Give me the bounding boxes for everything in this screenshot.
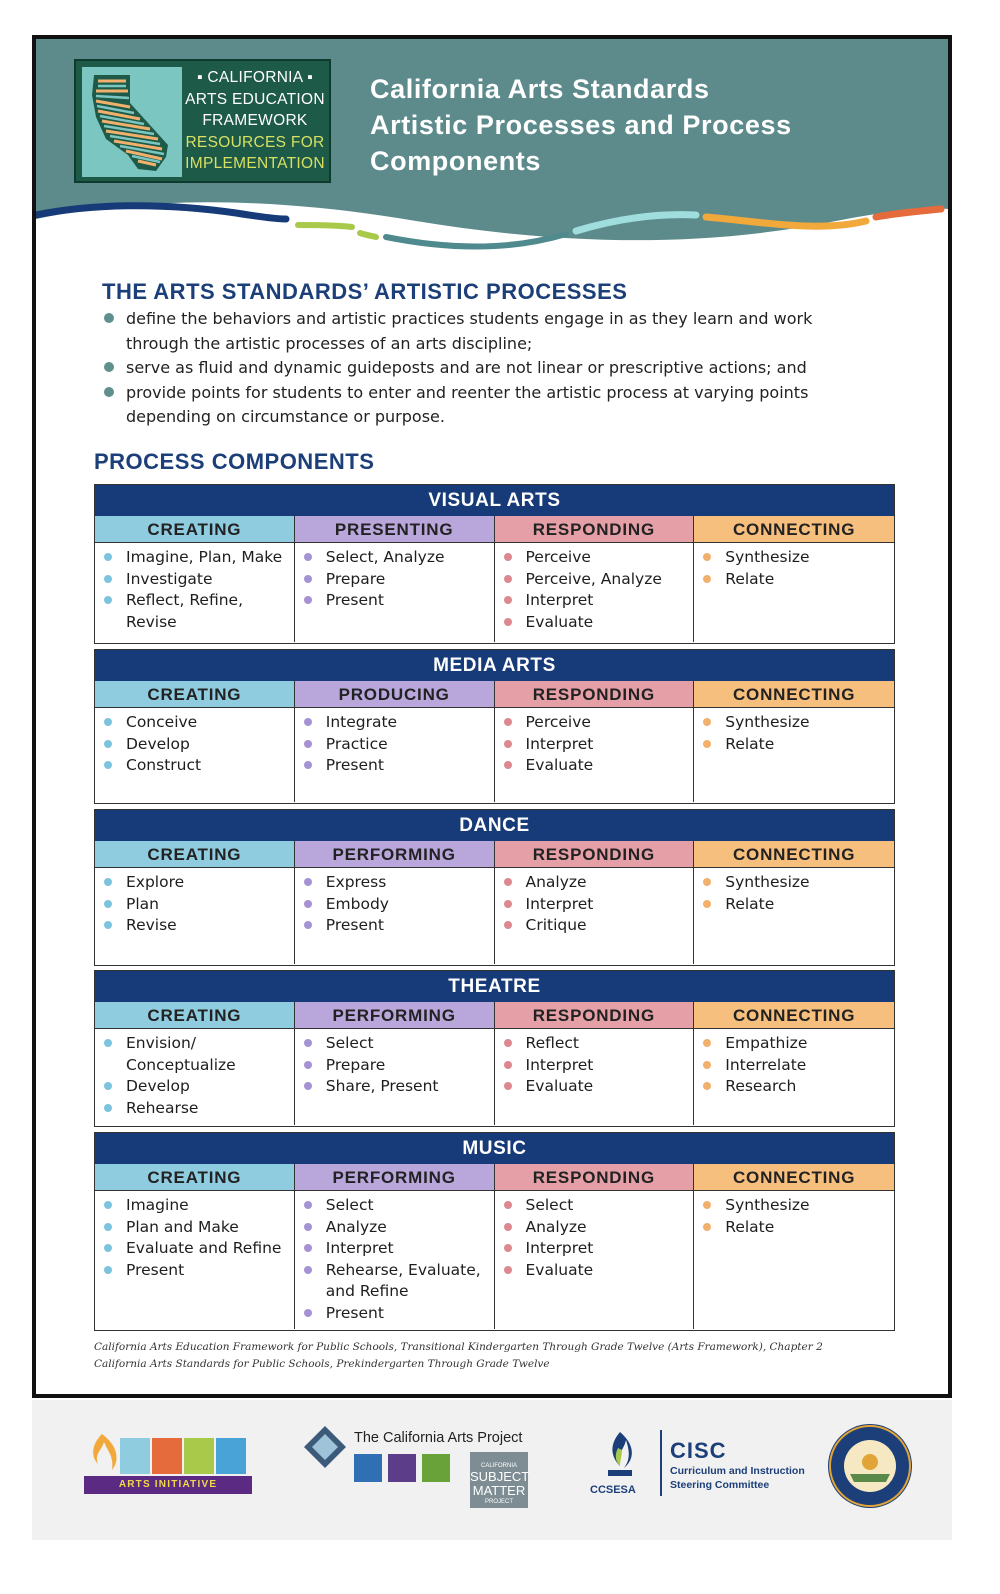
process-component-item: Perceive, Analyze bbox=[501, 569, 688, 591]
process-column-heading: RESPONDING bbox=[495, 516, 694, 543]
discipline-table bbox=[94, 649, 895, 804]
subject-matter-project-logo bbox=[470, 1452, 528, 1508]
logo-text bbox=[184, 67, 326, 175]
process-component-item: Empathize bbox=[700, 1033, 888, 1055]
discipline-title: MUSIC bbox=[95, 1133, 894, 1164]
process-column-heading: RESPONDING bbox=[495, 1002, 694, 1029]
logo-line: ▪ CALIFORNIA ▪ bbox=[197, 69, 313, 86]
source-citations bbox=[94, 1339, 914, 1373]
processes-heading: THE ARTS STANDARDS’ ARTISTIC PROCESSES bbox=[102, 279, 628, 304]
discipline-title: THEATRE bbox=[95, 971, 894, 1002]
discipline-title: VISUAL ARTS bbox=[95, 485, 894, 516]
process-column-heading: RESPONDING bbox=[495, 1164, 694, 1191]
process-component-item: Practice bbox=[301, 734, 488, 756]
process-component-item: Prepare bbox=[301, 1055, 488, 1077]
sm-line: SUBJECT bbox=[470, 1469, 530, 1484]
ccsesa-wordmark: CCSESA bbox=[590, 1484, 636, 1496]
logo-line: FRAMEWORK bbox=[202, 112, 308, 129]
process-component-item: Evaluate bbox=[501, 755, 688, 777]
diamond-emblem-icon bbox=[302, 1424, 348, 1470]
process-column bbox=[295, 516, 495, 642]
processes-bullet-list bbox=[102, 307, 862, 430]
process-column bbox=[495, 1164, 695, 1329]
process-column-heading: PERFORMING bbox=[295, 841, 494, 868]
process-component-item: Analyze bbox=[501, 872, 688, 894]
process-component-list bbox=[694, 868, 894, 921]
process-component-item: Develop bbox=[101, 1076, 288, 1098]
process-column bbox=[694, 1002, 894, 1125]
arts-discipline-icon bbox=[354, 1454, 382, 1482]
process-component-item: Embody bbox=[301, 894, 488, 916]
process-component-item: Express bbox=[301, 872, 488, 894]
process-component-item: Interpret bbox=[501, 894, 688, 916]
process-column bbox=[694, 841, 894, 964]
cisc-subtitle: Curriculum and Instruction bbox=[670, 1465, 805, 1477]
process-component-item: Prepare bbox=[301, 569, 488, 591]
process-component-item: Select bbox=[501, 1195, 688, 1217]
process-component-item: Present bbox=[301, 590, 488, 612]
process-column bbox=[694, 516, 894, 642]
process-component-item: Synthesize bbox=[700, 872, 888, 894]
process-column bbox=[495, 1002, 695, 1125]
process-component-list bbox=[95, 868, 294, 943]
process-component-item: Present bbox=[101, 1260, 288, 1282]
process-component-item: Interpret bbox=[501, 590, 688, 612]
process-component-item: Construct bbox=[101, 755, 288, 777]
process-column-heading: PERFORMING bbox=[295, 1002, 494, 1029]
process-column bbox=[95, 1002, 295, 1125]
process-component-item: Research bbox=[700, 1076, 888, 1098]
process-component-item: Interpret bbox=[501, 1055, 688, 1077]
decorative-waves bbox=[36, 189, 948, 284]
process-component-list bbox=[495, 1029, 694, 1104]
ccsesa-arts-initiative-logo bbox=[84, 1430, 254, 1496]
process-component-item: Imagine, Plan, Make bbox=[101, 547, 288, 569]
logo-line: ARTS EDUCATION bbox=[185, 90, 325, 108]
arts-initiative-band: ARTS INITIATIVE bbox=[84, 1476, 252, 1494]
process-column-heading: CONNECTING bbox=[694, 516, 894, 543]
process-component-list bbox=[95, 1029, 294, 1125]
process-component-item: Perceive bbox=[501, 712, 688, 734]
process-component-item: Interpret bbox=[501, 734, 688, 756]
process-component-item: Synthesize bbox=[700, 1195, 888, 1217]
color-square bbox=[216, 1438, 246, 1474]
source-line: California Arts Education Framework for Public Schools, Transitional Kindergarten Through Grade Twelve (Arts Framework), Chapter 2 bbox=[94, 1341, 823, 1353]
process-column bbox=[495, 841, 695, 964]
process-component-item: Reflect bbox=[501, 1033, 688, 1055]
process-component-list bbox=[295, 868, 494, 943]
cisc-subtitle: Steering Committee bbox=[670, 1479, 770, 1491]
process-component-item: Interpret bbox=[301, 1238, 488, 1260]
process-component-list bbox=[694, 543, 894, 596]
process-component-item: Select bbox=[301, 1033, 488, 1055]
logo-divider bbox=[660, 1430, 662, 1496]
components-heading: PROCESS COMPONENTS bbox=[94, 449, 375, 474]
process-column-heading: CREATING bbox=[95, 516, 294, 543]
process-component-item: Evaluate bbox=[501, 612, 688, 634]
process-component-item: Relate bbox=[700, 569, 888, 591]
sm-line: MATTER bbox=[472, 1483, 526, 1498]
arts-discipline-icon bbox=[422, 1454, 450, 1482]
logo-line-highlight: IMPLEMENTATION bbox=[185, 155, 325, 172]
process-column-heading: PERFORMING bbox=[295, 1164, 494, 1191]
ccsesa-logo bbox=[590, 1428, 660, 1502]
process-component-item: Evaluate bbox=[501, 1076, 688, 1098]
process-column bbox=[495, 681, 695, 802]
process-component-item: Select, Analyze bbox=[301, 547, 488, 569]
process-column bbox=[295, 841, 495, 964]
process-column-heading: PRESENTING bbox=[295, 516, 494, 543]
process-column bbox=[694, 681, 894, 802]
process-component-item: Relate bbox=[700, 734, 888, 756]
flame-icon bbox=[84, 1430, 124, 1476]
process-component-list bbox=[694, 1191, 894, 1244]
process-component-item: Investigate bbox=[101, 569, 288, 591]
process-component-item: Relate bbox=[700, 894, 888, 916]
process-column-heading: CONNECTING bbox=[694, 1002, 894, 1029]
process-component-item: Synthesize bbox=[700, 712, 888, 734]
process-component-item: Plan bbox=[101, 894, 288, 916]
color-square bbox=[184, 1438, 214, 1474]
color-square bbox=[152, 1438, 182, 1474]
title-line: California Arts Standards bbox=[370, 74, 710, 104]
process-component-item: Integrate bbox=[301, 712, 488, 734]
process-component-item: Synthesize bbox=[700, 547, 888, 569]
cap-title: The California Arts Project bbox=[354, 1430, 523, 1446]
process-column-heading: CREATING bbox=[95, 841, 294, 868]
processes-bullet: provide points for students to enter and reenter the artistic process at varying points depending on circumstance or purpose. bbox=[102, 381, 862, 430]
poster-frame bbox=[32, 35, 952, 1398]
cisc-wordmark: CISC bbox=[670, 1438, 727, 1463]
source-line: California Arts Standards for Public Schools, Prekindergarten Through Grade Twelve bbox=[94, 1358, 550, 1370]
process-component-list bbox=[495, 543, 694, 639]
process-column-heading: CREATING bbox=[95, 1002, 294, 1029]
process-column-heading: CREATING bbox=[95, 681, 294, 708]
process-component-item: Select bbox=[301, 1195, 488, 1217]
arts-discipline-icon bbox=[388, 1454, 416, 1482]
processes-bullet: serve as fluid and dynamic guideposts and are not linear or prescriptive actions; and bbox=[102, 356, 862, 381]
process-column-heading: PRODUCING bbox=[295, 681, 494, 708]
process-component-item: Rehearse bbox=[101, 1098, 288, 1120]
california-map-icon bbox=[82, 67, 182, 177]
process-component-list bbox=[495, 868, 694, 943]
discipline-table bbox=[94, 809, 895, 966]
process-component-item: Relate bbox=[700, 1217, 888, 1239]
process-component-item: Reflect, Refine, Revise bbox=[101, 590, 288, 633]
process-column bbox=[495, 516, 695, 642]
process-component-item: Explore bbox=[101, 872, 288, 894]
process-component-item: Present bbox=[301, 755, 488, 777]
process-component-item: Plan and Make bbox=[101, 1217, 288, 1239]
process-column-heading: CONNECTING bbox=[694, 1164, 894, 1191]
process-column bbox=[95, 841, 295, 964]
page-title bbox=[370, 71, 930, 179]
process-column bbox=[295, 681, 495, 802]
process-component-item: Analyze bbox=[501, 1217, 688, 1239]
process-component-item: Develop bbox=[101, 734, 288, 756]
process-column bbox=[95, 1164, 295, 1329]
process-component-item: Present bbox=[301, 915, 488, 937]
process-column bbox=[95, 516, 295, 642]
process-component-item: Present bbox=[301, 1303, 488, 1325]
process-component-item: Revise bbox=[101, 915, 288, 937]
process-component-item: Evaluate and Refine bbox=[101, 1238, 288, 1260]
discipline-title: MEDIA ARTS bbox=[95, 650, 894, 681]
process-component-item: Envision/ Conceptualize bbox=[101, 1033, 288, 1076]
california-arts-project-logo bbox=[302, 1422, 532, 1512]
process-component-list bbox=[295, 1029, 494, 1104]
process-component-list bbox=[495, 1191, 694, 1287]
process-component-list bbox=[95, 708, 294, 783]
process-column-heading: CONNECTING bbox=[694, 841, 894, 868]
process-component-item: Rehearse, Evaluate, and Refine bbox=[301, 1260, 488, 1303]
process-component-list bbox=[495, 708, 694, 783]
process-component-list bbox=[295, 543, 494, 618]
process-column bbox=[295, 1164, 495, 1329]
process-component-item: Interpret bbox=[501, 1238, 688, 1260]
sm-line: PROJECT bbox=[484, 1499, 513, 1505]
process-column bbox=[95, 681, 295, 802]
title-line: Components bbox=[370, 146, 541, 176]
title-line: Artistic Processes and Process bbox=[370, 110, 792, 140]
footer-logos bbox=[32, 1400, 952, 1540]
process-column-heading: RESPONDING bbox=[495, 681, 694, 708]
logo-line-highlight: RESOURCES FOR bbox=[185, 133, 325, 151]
processes-bullet: define the behaviors and artistic practices students engage in as they learn and work through the artistic processes of an arts discipline; bbox=[102, 307, 862, 356]
process-column bbox=[295, 1002, 495, 1125]
process-component-item: Perceive bbox=[501, 547, 688, 569]
process-column-heading: RESPONDING bbox=[495, 841, 694, 868]
process-component-list bbox=[95, 543, 294, 639]
process-component-item: Share, Present bbox=[301, 1076, 488, 1098]
process-component-list bbox=[694, 1029, 894, 1104]
discipline-table bbox=[94, 970, 895, 1127]
process-component-item: Interrelate bbox=[700, 1055, 888, 1077]
discipline-table bbox=[94, 1132, 895, 1331]
process-component-item: Evaluate bbox=[501, 1260, 688, 1282]
arts-framework-logo bbox=[74, 59, 331, 183]
process-component-list bbox=[694, 708, 894, 761]
discipline-table bbox=[94, 484, 895, 644]
process-component-item: Critique bbox=[501, 915, 688, 937]
process-component-list bbox=[95, 1191, 294, 1287]
process-column-heading: CREATING bbox=[95, 1164, 294, 1191]
process-column bbox=[694, 1164, 894, 1329]
process-column-heading: CONNECTING bbox=[694, 681, 894, 708]
torch-icon bbox=[590, 1428, 650, 1484]
department-of-education-seal bbox=[826, 1422, 914, 1510]
color-square bbox=[120, 1438, 150, 1474]
discipline-title: DANCE bbox=[95, 810, 894, 841]
process-component-list bbox=[295, 708, 494, 783]
process-component-item: Analyze bbox=[301, 1217, 488, 1239]
cisc-logo bbox=[670, 1438, 820, 1492]
sm-line: CALIFORNIA bbox=[480, 1463, 517, 1469]
process-component-item: Conceive bbox=[101, 712, 288, 734]
process-component-item: Imagine bbox=[101, 1195, 288, 1217]
process-component-list bbox=[295, 1191, 494, 1330]
